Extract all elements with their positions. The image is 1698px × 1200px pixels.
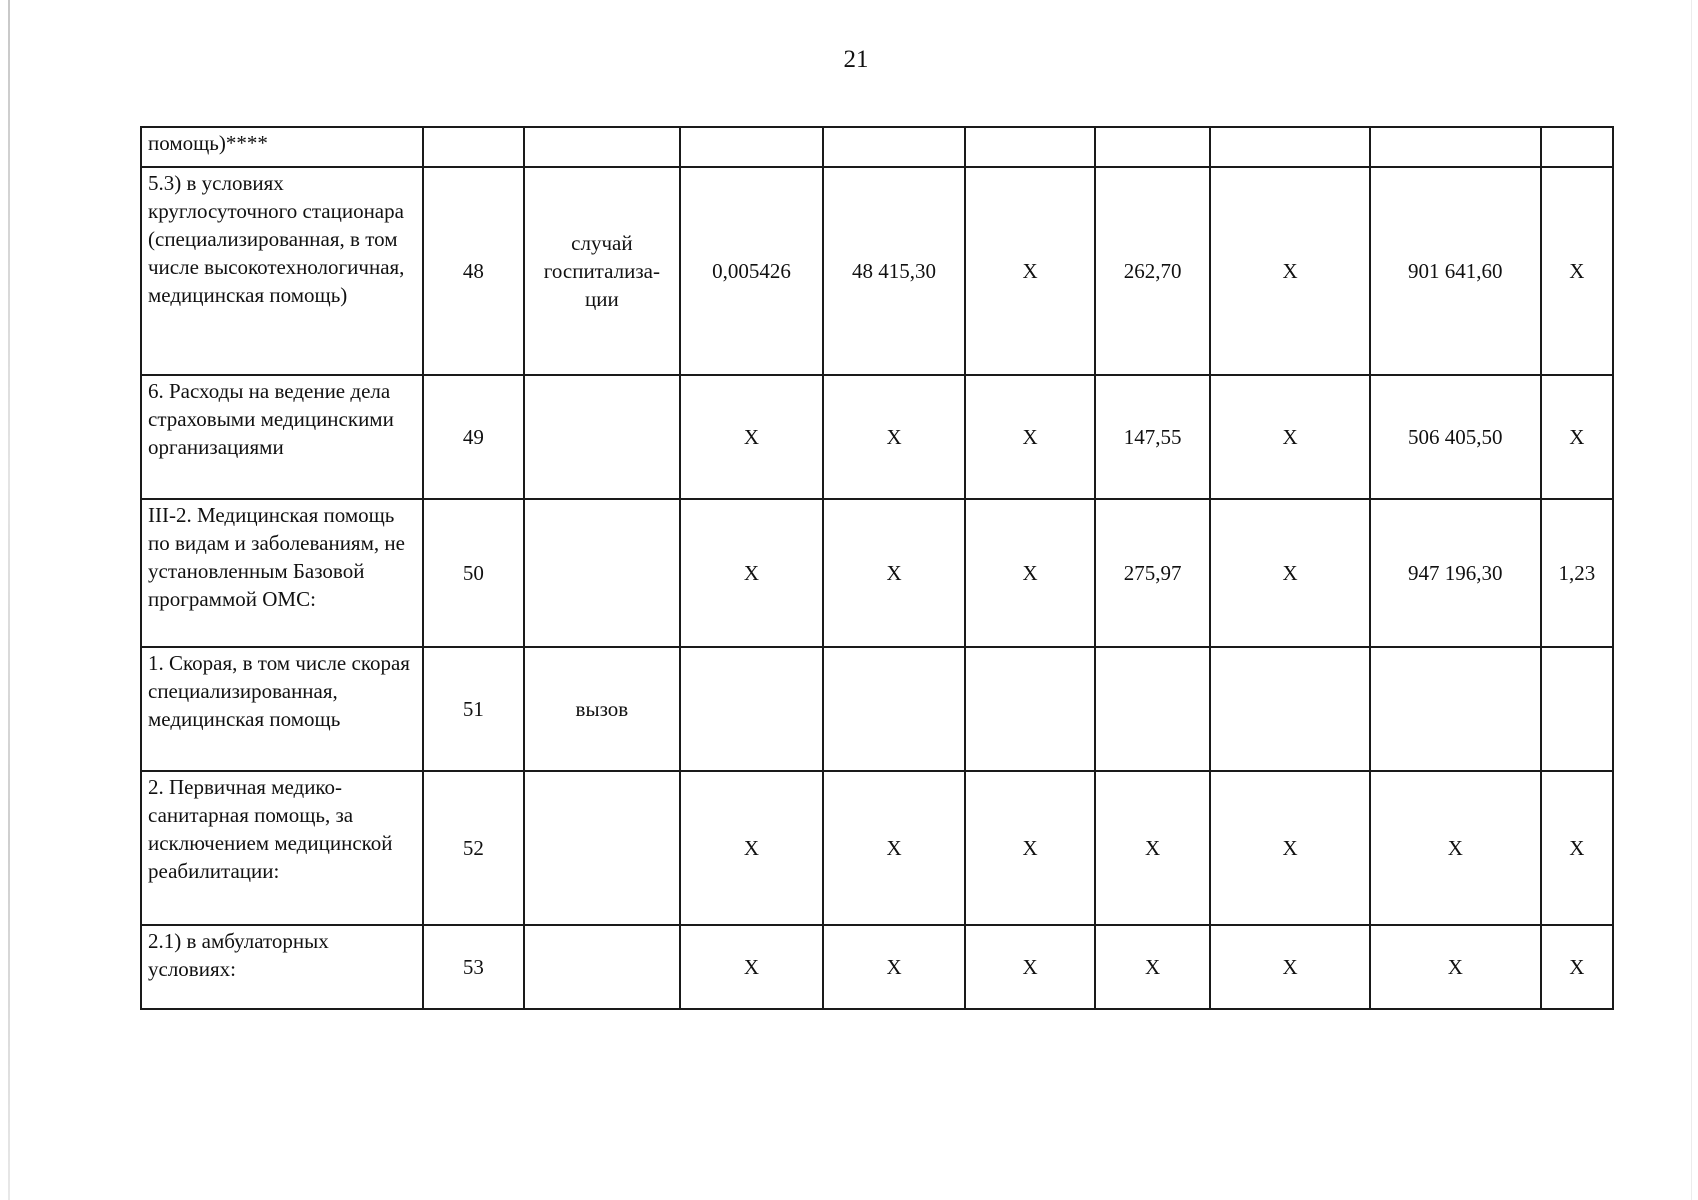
value-col-3: X <box>965 499 1095 647</box>
row-number <box>423 127 523 167</box>
row-label: III-2. Медицинская помощь по видам и заболеваниям, не установленным Базовой программой ОМС: <box>141 499 423 647</box>
value-col-2: X <box>823 499 966 647</box>
value-col-7: X <box>1541 167 1613 375</box>
value-col-5 <box>1210 127 1370 167</box>
row-number: 53 <box>423 925 523 1009</box>
unit-cell <box>524 375 681 499</box>
value-col-5: X <box>1210 771 1370 925</box>
value-col-5: X <box>1210 167 1370 375</box>
unit-line: случай <box>571 231 633 255</box>
unit-cell <box>524 647 681 771</box>
value-col-3 <box>965 127 1095 167</box>
unit-line: вызов <box>575 697 629 721</box>
unit-line: ции <box>585 287 619 311</box>
value-col-1: X <box>680 375 823 499</box>
row-label: 6. Расходы на ведение дела страховыми медицинскими организациями <box>141 375 423 499</box>
value-col-7: X <box>1541 925 1613 1009</box>
unit-cell <box>524 127 681 167</box>
value-col-2: 48 415,30 <box>823 167 966 375</box>
row-label: 1. Скорая, в том числе скорая специализированная, медицинская помощь <box>141 647 423 771</box>
value-col-5: X <box>1210 375 1370 499</box>
value-col-1: X <box>680 925 823 1009</box>
table-row <box>141 925 1613 1009</box>
value-col-1 <box>680 127 823 167</box>
value-col-4 <box>1095 127 1210 167</box>
row-number: 51 <box>423 647 523 771</box>
value-col-1: 0,005426 <box>680 167 823 375</box>
value-col-1: X <box>680 771 823 925</box>
value-col-6: 901 641,60 <box>1370 167 1541 375</box>
value-col-6: X <box>1370 771 1541 925</box>
value-col-2 <box>823 127 966 167</box>
value-col-6 <box>1370 647 1541 771</box>
value-col-3: X <box>965 925 1095 1009</box>
value-col-5 <box>1210 647 1370 771</box>
value-col-6: 506 405,50 <box>1370 375 1541 499</box>
value-col-5: X <box>1210 925 1370 1009</box>
value-col-4: 147,55 <box>1095 375 1210 499</box>
value-col-7: X <box>1541 771 1613 925</box>
value-col-5: X <box>1210 499 1370 647</box>
table-row <box>141 647 1613 771</box>
value-col-2: X <box>823 771 966 925</box>
table-row <box>141 167 1613 375</box>
value-col-7: X <box>1541 375 1613 499</box>
unit-cell <box>524 771 681 925</box>
value-col-2: X <box>823 375 966 499</box>
table-row <box>141 771 1613 925</box>
row-label: помощь)**** <box>141 127 423 167</box>
row-label: 2. Первичная медико-санитарная помощь, за исключением медицинской реабилитации: <box>141 771 423 925</box>
unit-cell <box>524 167 681 375</box>
value-col-4: X <box>1095 925 1210 1009</box>
scan-edge-right <box>1691 0 1692 1200</box>
value-col-4: 262,70 <box>1095 167 1210 375</box>
value-col-3 <box>965 647 1095 771</box>
value-col-7 <box>1541 647 1613 771</box>
row-label: 5.3) в условиях круглосуточного стационара (специализированная, в том числе высокотехнологичная, медицинская помощь) <box>141 167 423 375</box>
table-row <box>141 127 1613 167</box>
value-col-1: X <box>680 499 823 647</box>
value-col-4 <box>1095 647 1210 771</box>
unit-cell <box>524 925 681 1009</box>
value-col-7 <box>1541 127 1613 167</box>
value-col-3: X <box>965 375 1095 499</box>
table-row <box>141 375 1613 499</box>
page-number: 21 <box>843 46 869 73</box>
table-body <box>141 127 1613 1009</box>
row-number: 49 <box>423 375 523 499</box>
value-col-4: X <box>1095 771 1210 925</box>
row-number: 50 <box>423 499 523 647</box>
value-col-4: 275,97 <box>1095 499 1210 647</box>
value-col-6: X <box>1370 925 1541 1009</box>
data-table <box>140 126 1614 1010</box>
row-number: 52 <box>423 771 523 925</box>
table-row <box>141 499 1613 647</box>
value-col-3: X <box>965 771 1095 925</box>
value-col-2: X <box>823 925 966 1009</box>
row-label: 2.1) в амбулаторных условиях: <box>141 925 423 1009</box>
value-col-6 <box>1370 127 1541 167</box>
value-col-1 <box>680 647 823 771</box>
row-number: 48 <box>423 167 523 375</box>
value-col-2 <box>823 647 966 771</box>
scan-edge-left <box>8 0 10 1200</box>
unit-line: госпитализа- <box>543 259 660 283</box>
value-col-7: 1,23 <box>1541 499 1613 647</box>
value-col-6: 947 196,30 <box>1370 499 1541 647</box>
value-col-3: X <box>965 167 1095 375</box>
unit-cell <box>524 499 681 647</box>
